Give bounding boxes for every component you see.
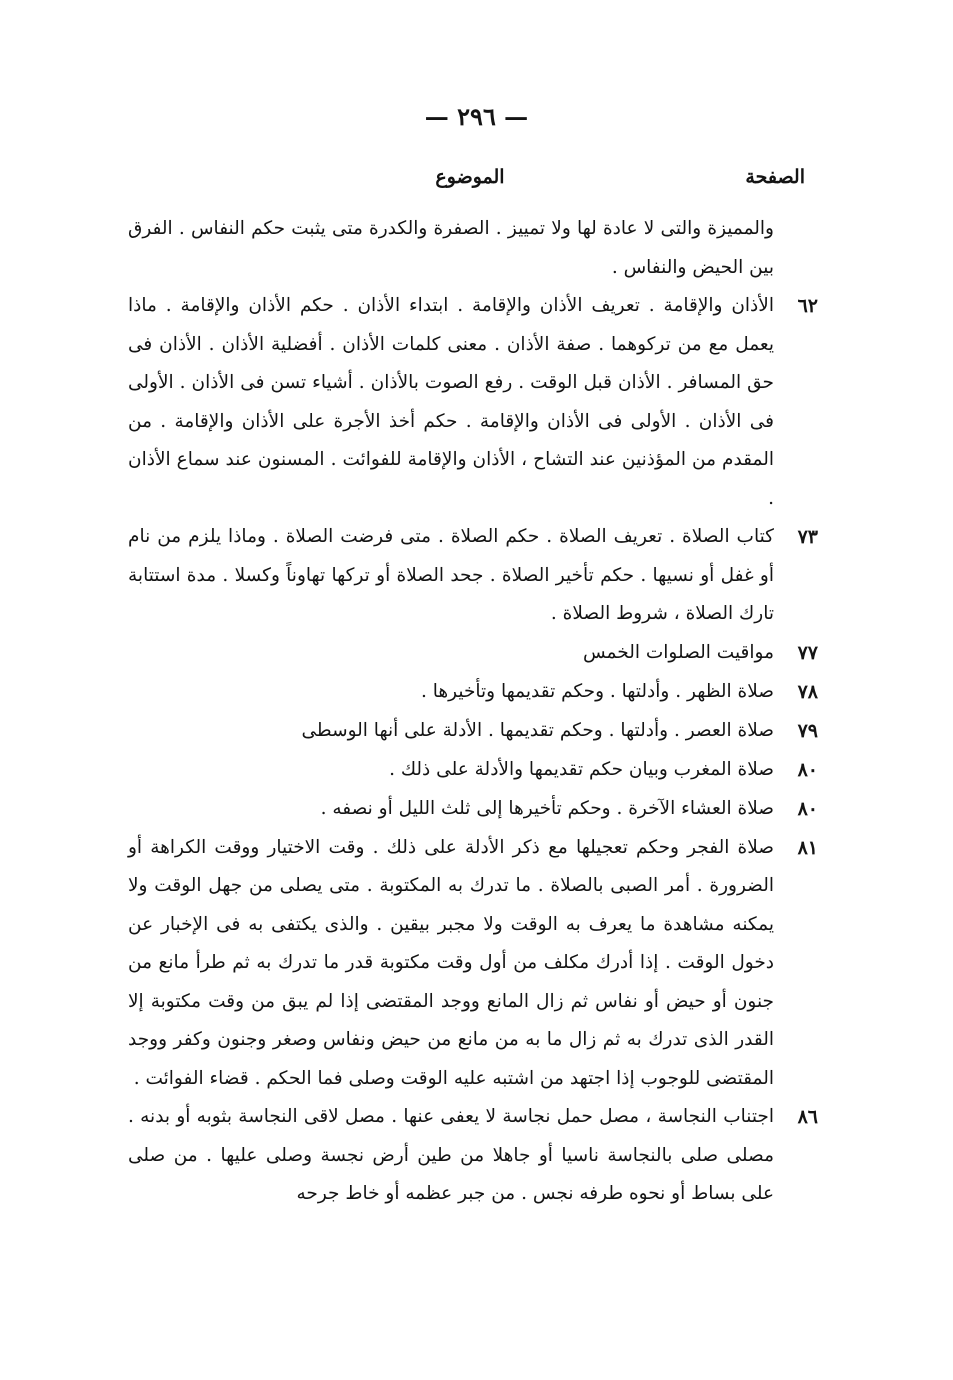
entry-topic-text: مواقيت الصلوات الخمس (582, 641, 774, 663)
entry-topic-text: صلاة العشاء الآخرة . وحكم تأخيرها إلى ثلث الليل أو نصفه . (320, 797, 774, 819)
entry-page-number: ٨١ (797, 836, 818, 859)
entry-page-number: ٧٨ (797, 680, 818, 703)
table-of-contents (128, 210, 818, 1214)
entry-page-number: ٨٦ (797, 1106, 818, 1128)
toc-entry (128, 634, 818, 673)
toc-entry (128, 1098, 818, 1214)
entry-page-number: ٨٠ (797, 758, 818, 781)
entry-topic-text: والمميزة والتى لا عادة لها ولا تمييز . الصفرة والكدرة متى يثبت حكم النفاس . الفرق بين الحيض والنفاس . (128, 218, 774, 278)
entry-page-number: ٦٢ (797, 295, 818, 317)
entry-topic-text: الأذان والإقامة . تعريف الأذان والإقامة . ابتداء الأذان . حكم الأذان والإقامة . ماذا يعمل مع من تركوهما . صفة الأذان . معنى كلمات الأذان . أفضلية الأذان . الأذان فى حق المسافر . الأذان قبل الوقت . رفع الصوت بالأذان . أشياء تسن فى الأذان . الأولى فى الأذان . الأولى فى الأذان والإقامة . حكم أخذ الأجرة على الأذان والإقامة . من المقدم من المؤذنين عند التشاح ، الأذان والإقامة للفوائت . المسنون عند سماع الأذان . (128, 295, 774, 509)
toc-entry (128, 790, 818, 829)
entry-topic-text: صلاة الظهر . وأدلتها . وحكم تقديمها وتأخيرها . (421, 680, 774, 702)
entry-topic-text: اجتناب النجاسة ، مصل حمل نجاسة لا يعفى عنها . مصل لاقى النجاسة بثوبه أو بدنه . مصلى صلى بالنجاسة ناسيا أو جاهلا من طين أرض نجسة وصلى عليها . من صلى على بساط أو نحوه طرفه نجس . من جبر عظمه أو خاط جرحه (128, 1106, 774, 1204)
page-column-header: الصفحة (745, 166, 805, 188)
entry-topic-text: صلاة الفجر وحكم تعجيلها مع ذكر الأدلة على ذلك . وقت الاختيار ووقت الكراهة أو الضرورة . أمر الصبى بالصلاة . ما تدرك به المكتوبة . متى يصلى من جهل الوقت ولا يمكنه مشاهدة ما يعرف به الوقت ولا مجبر بيقين . والذى يكتفى به فى الإخبار عن دخول الوقت . إذا أدرك مكلف من أول وقت مكتوبة قدر ما تدرك به ثم طرأ مانع من جنون أو حيض أو نفاس ثم زال المانع ووجد المقتضى إذا لم يبق من وقت مكتوبة إلا القدر الذى تدرك به ثم زال ما به من مانع من حيض ونفاس وصغر وجنون وكفر ووجد المقتضى للوجوب إذا اجتهد من اشتبه عليه الوقت وصلى فما الحكم . قضاء الفوائت . (128, 836, 774, 1089)
toc-entry (128, 673, 818, 712)
topic-column-header: الموضوع (435, 166, 505, 188)
entry-topic-text: صلاة العصر . وأدلتها . وحكم تقديمها . الأدلة على أنها الوسطى (301, 719, 774, 741)
toc-entry (128, 210, 818, 287)
toc-entry (128, 751, 818, 790)
entry-topic-text: كتاب الصلاة . تعريف الصلاة . حكم الصلاة . متى فرضت الصلاة . وماذا يلزم من نام أو غفل أو نسيها . حكم تأخير الصلاة . جحد الصلاة أو تركها تهاوناً وكسلا . مدة استتابة تارك الصلاة ، شروط الصلاة . (128, 526, 774, 624)
entry-page-number: ٨٠ (797, 797, 818, 820)
page-number: — ٢٩٦ — (424, 102, 529, 131)
toc-entry (128, 287, 818, 518)
toc-entry (128, 518, 818, 634)
entry-page-number: ٧٧ (797, 641, 818, 664)
toc-entry (128, 712, 818, 751)
entry-topic-text: صلاة المغرب وبيان حكم تقديمها والأدلة على ذلك . (389, 758, 774, 780)
entry-page-number: ٧٩ (797, 719, 818, 742)
entry-page-number: ٧٣ (797, 526, 818, 548)
toc-entry (128, 829, 818, 1099)
